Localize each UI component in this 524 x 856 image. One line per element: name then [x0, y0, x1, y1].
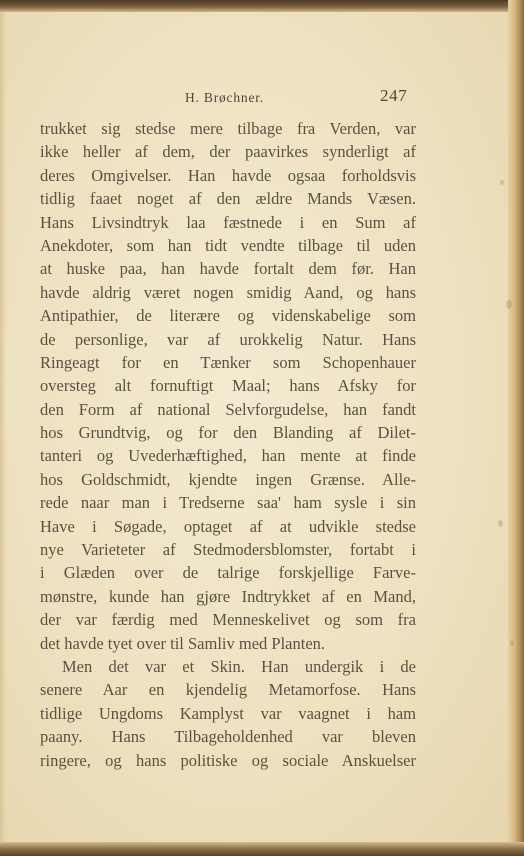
text-line: oversteg alt fornuftigt Maal; hans Afsky for [40, 376, 416, 396]
foxing-stain [506, 300, 512, 309]
running-head: H. Brøchner. [185, 90, 264, 105]
text-line: den Form af national Selvforgudelse, han fandt [40, 399, 416, 419]
text-line: rede naar man i Tredserne saa' ham sysle i sin [40, 493, 416, 513]
page-header [40, 86, 420, 112]
text-line: ringere, og hans politiske og sociale Anskuelser [40, 750, 416, 770]
text-line: ikke heller af dem, der paavirkes synderligt af [40, 142, 416, 162]
text-line: tanteri og Uvederhæftighed, han mente at finde [40, 446, 416, 466]
text-line: i Glæden over de talrige forskjellige Farve- [40, 563, 416, 583]
right-page-edge [508, 0, 524, 856]
foxing-stain [500, 180, 504, 185]
text-line: paany. Hans Tilbageholdenhed var bleven [40, 727, 416, 747]
page-number: 247 [380, 86, 408, 105]
text-line: Men det var et Skin. Han undergik i de [62, 656, 416, 676]
text-line: nye Varieteter af Stedmodersblomster, fortabt i [40, 540, 416, 560]
text-line: Ringeagt for en Tænker som Schopenhauer [40, 352, 416, 372]
text-line: mønstre, kunde han gjøre Indtrykket af en Mand, [40, 586, 416, 606]
text-line: trukket sig stedse mere tilbage fra Verden, var [40, 119, 416, 138]
text-line: at huske paa, han havde fortalt dem før. Han [40, 259, 416, 279]
foxing-stain [510, 640, 514, 646]
text-line: Hans Livsindtryk laa fæstnede i en Sum af [40, 212, 416, 232]
left-page-shadow [0, 0, 6, 856]
text-line: Have i Søgade, optaget af at udvikle stedse [40, 516, 416, 536]
bottom-page-edge [0, 842, 524, 856]
foxing-stain [498, 520, 503, 527]
text-line: tidlige Ungdoms Kamplyst var vaagnet i ham [40, 703, 416, 723]
text-line: havde aldrig været nogen smidig Aand, og hans [40, 282, 416, 302]
text-line: der var færdig med Menneskelivet og som fra [40, 610, 416, 630]
text-line: hos Goldschmidt, kjendte ingen Grænse. Alle- [40, 469, 416, 489]
text-line: Anekdoter, som han tidt vendte tilbage til uden [40, 235, 416, 255]
text-line: Antipathier, de literære og videnskabelige som [40, 306, 416, 326]
body-text [40, 117, 416, 772]
text-line: senere Aar en kjendelig Metamorfose. Hans [40, 680, 416, 700]
text-line: de personlige, var af urokkelig Natur. Hans [40, 329, 416, 349]
text-line: tidlig faaet noget af den ældre Mands Væsen. [40, 189, 416, 209]
text-line: deres Omgivelser. Han havde ogsaa forholdsvis [40, 165, 416, 185]
top-page-edge [0, 0, 524, 12]
text-line: hos Grundtvig, og for den Blanding af Dilet- [40, 423, 416, 443]
text-line: det havde tyet over til Samliv med Planten. [40, 633, 326, 653]
